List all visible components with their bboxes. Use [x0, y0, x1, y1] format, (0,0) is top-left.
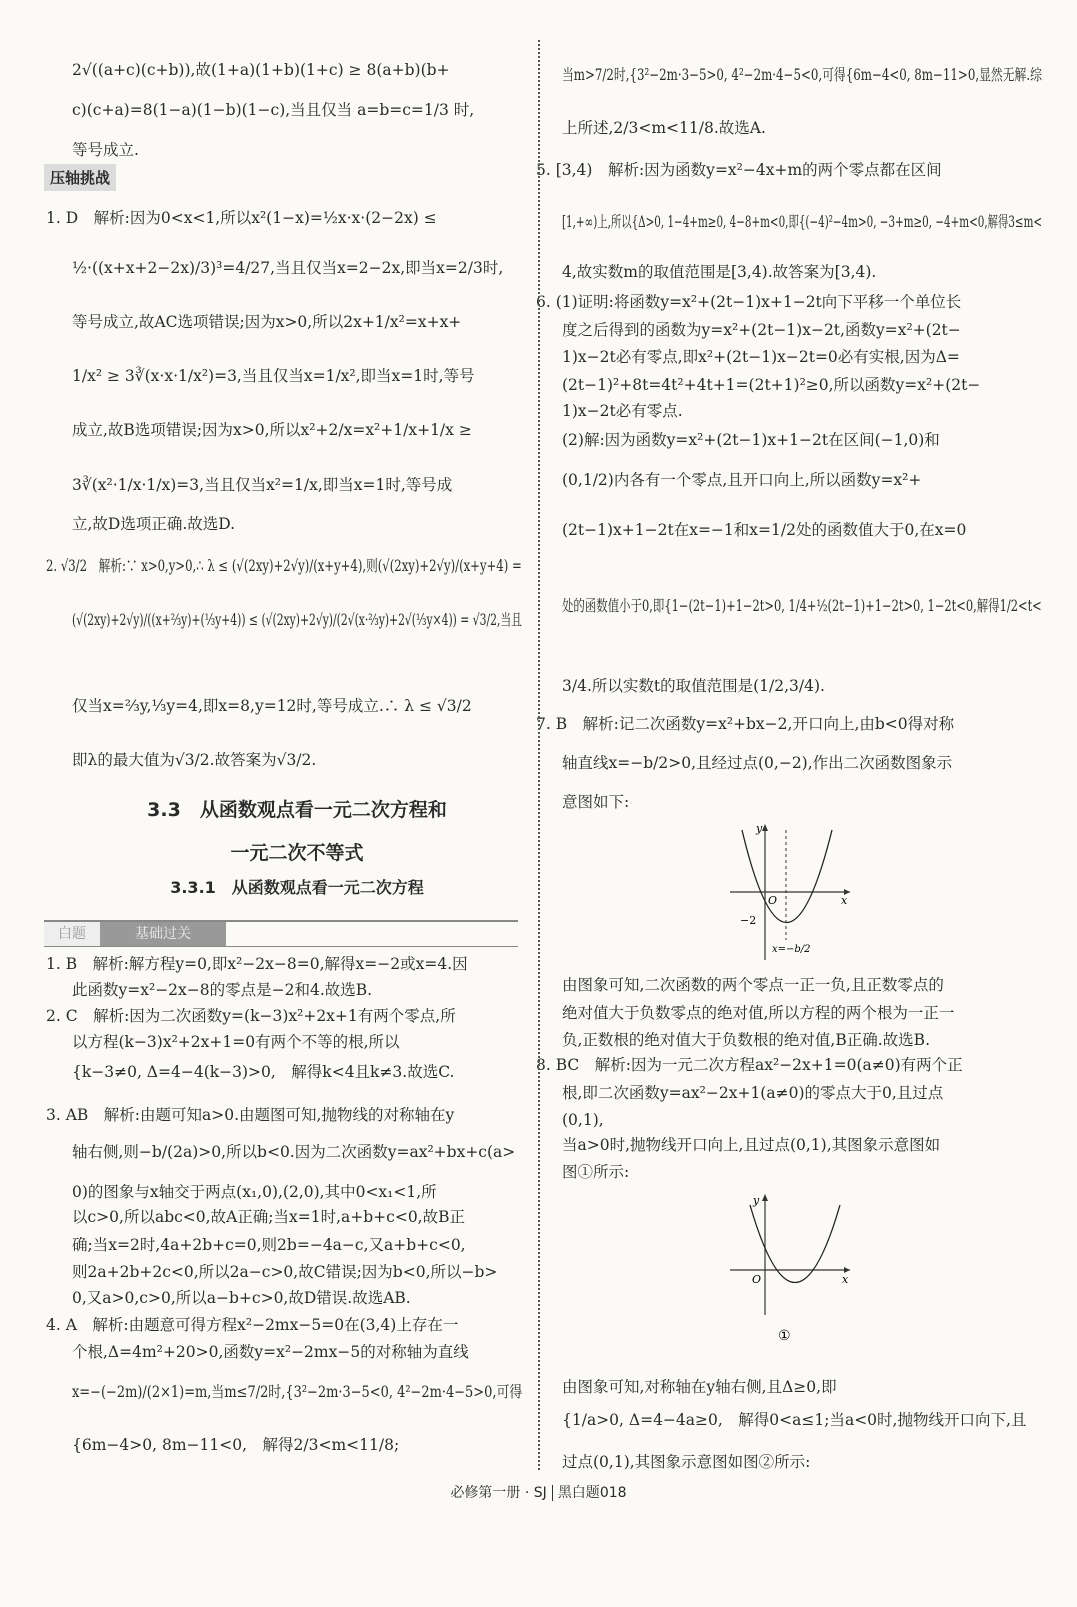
- text-line: 处的函数值小于0,即{1−(2t−1)+1−2t>0, 1/4+½(2t−1)+1−2t>0, 1−2t<0,解得1/2<t<: [562, 597, 1042, 615]
- graph2-x-label: x: [842, 1273, 849, 1286]
- text-line: 由图象可知,二次函数的两个零点一正一负,且正数零点的: [562, 976, 944, 994]
- text-line: 确;当x=2时,4a+2b+c=0,则2b=−4a−c,又a+b+c<0,: [72, 1236, 466, 1254]
- text-line: 以c>0,所以abc<0,故A正确;当x=1时,a+b+c<0,故B正: [72, 1208, 465, 1226]
- graph1-x-label: x: [841, 894, 848, 907]
- text-line: 等号成立.: [72, 141, 139, 159]
- text-line: 以方程(k−3)x²+2x+1=0有两个不等的根,所以: [72, 1033, 400, 1051]
- page-footer: [0, 1484, 1077, 1502]
- text-line: 当m>7/2时,{3²−2m·3−5>0, 4²−2m·4−5<0,可得{6m−4<0, 8m−11>0,显然无解.综: [562, 66, 1042, 84]
- graph-parabola-1: [720, 820, 860, 965]
- text-line: 0)的图象与x轴交于两点(x₁,0),(2,0),其中0<x₁<1,所: [72, 1183, 437, 1201]
- text-line: (2t−1)x+1−2t在x=−1和x=1/2处的函数值大于0,在x=0: [562, 521, 967, 539]
- text-line: 4. A 解析:由题意可得方程x²−2mx−5=0在(3,4)上存在一: [46, 1316, 459, 1334]
- text-line: 上所述,2/3<m<11/8.故选A.: [562, 119, 766, 137]
- footer-series: 黑白题: [557, 1485, 600, 1501]
- footer-book: 必修第一册 · SJ: [450, 1485, 547, 1501]
- text-line: 此函数y=x²−2x−8的零点是−2和4.故选B.: [72, 981, 373, 999]
- text-line: 2. C 解析:因为二次函数y=(k−3)x²+2x+1有两个零点,所: [46, 1007, 456, 1025]
- text-line: 8. BC 解析:因为一元二次方程ax²−2x+1=0(a≠0)有两个正: [536, 1056, 963, 1074]
- text-line: 一元二次不等式: [230, 842, 364, 864]
- text-line: {1/a>0, Δ=4−4a≥0, 解得0<a≤1;当a<0时,抛物线开口向下,且: [562, 1411, 1027, 1429]
- text-line: 等号成立,故AC选项错误;因为x>0,所以2x+1/x²=x+x+: [72, 313, 462, 331]
- text-line: (2)解:因为函数y=x²+(2t−1)x+1−2t在区间(−1,0)和: [562, 431, 940, 449]
- section-badge: 压轴挑战: [44, 164, 116, 191]
- text-line: 即λ的最大值为√3/2.故答案为√3/2.: [72, 751, 317, 769]
- text-line: 立,故D选项正确.故选D.: [72, 515, 236, 533]
- graph2-y-label: y: [753, 1194, 760, 1207]
- graph2-caption: ①: [778, 1328, 791, 1344]
- text-line: 度之后得到的函数为y=x²+(2t−1)x−2t,函数y=x²+(2t−: [562, 321, 961, 339]
- text-line: 5. [3,4) 解析:因为函数y=x²−4x+m的两个零点都在区间: [536, 161, 942, 179]
- text-line: x=−(−2m)/(2×1)=m,当m≤7/2时,{3²−2m·3−5<0, 4²−2m·4−5>0,可得: [72, 1383, 523, 1401]
- text-line: 6. (1)证明:将函数y=x²+(2t−1)x+1−2t向下平移一个单位长: [536, 293, 962, 311]
- text-line: 轴右侧,则−b/(2a)>0,所以b<0.因为二次函数y=ax²+bx+c(a>: [72, 1143, 516, 1161]
- text-line: 当a>0时,抛物线开口向上,且过点(0,1),其图象示意图如: [562, 1136, 941, 1154]
- text-line: (√(2xy)+2√y)/((x+⅔y)+(⅓y+4)) ≤ (√(2xy)+2√y)/(2√(x·⅔y)+2√(⅓y×4)) = √3/2,当且: [72, 611, 522, 629]
- text-line: 过点(0,1),其图象示意图如图②所示:: [562, 1453, 811, 1471]
- text-line: 1. D 解析:因为0<x<1,所以x²(1−x)=½x·x·(2−2x) ≤: [46, 209, 437, 227]
- text-line: 绝对值大于负数零点的绝对值,所以方程的两个根为一正一: [562, 1004, 955, 1022]
- text-line: c)(c+a)=8(1−a)(1−b)(1−c),当且仅当 a=b=c=1/3 时,: [72, 101, 475, 119]
- text-line: ½·((x+x+2−2x)/3)³=4/27,当且仅当x=2−2x,即当x=2/3时,: [72, 259, 504, 277]
- graph1-intercept: −2: [740, 914, 757, 927]
- graph1-y-label: y: [756, 822, 763, 835]
- text-line: 个根,Δ=4m²+20>0,函数y=x²−2mx−5的对称轴为直线: [72, 1343, 469, 1361]
- text-line: 轴直线x=−b/2>0,且经过点(0,−2),作出二次函数图象示: [562, 754, 953, 772]
- text-line: 1. B 解析:解方程y=0,即x²−2x−8=0,解得x=−2或x=4.因: [46, 955, 468, 973]
- text-line: 1)x−2t必有零点.: [562, 402, 683, 420]
- text-line: 负,正数根的绝对值大于负数根的绝对值,B正确.故选B.: [562, 1031, 930, 1049]
- footer-separator: [552, 1485, 553, 1501]
- text-line: 则2a+2b+2c<0,所以2a−c>0,故C错误;因为b<0,所以−b>: [72, 1263, 498, 1281]
- text-line: {6m−4>0, 8m−11<0, 解得2/3<m<11/8;: [72, 1436, 400, 1454]
- column-divider: [538, 40, 540, 1470]
- text-line: 1/x² ≥ 3∛(x·x·1/x²)=3,当且仅当x=1/x²,即当x=1时,等号: [72, 367, 475, 385]
- text-line: (0,1),: [562, 1111, 604, 1129]
- text-line: 3/4.所以实数t的取值范围是(1/2,3/4).: [562, 677, 825, 695]
- graph-parabola-2: [720, 1190, 860, 1345]
- text-line: 根,即二次函数y=ax²−2x+1(a≠0)的零点大于0,且过点: [562, 1084, 944, 1102]
- graph2-origin: O: [752, 1273, 762, 1286]
- text-line: 2√((a+c)(c+b)),故(1+a)(1+b)(1+c) ≥ 8(a+b)(b+: [72, 61, 450, 79]
- text-line: {k−3≠0, Δ=4−4(k−3)>0, 解得k<4且k≠3.故选C.: [72, 1063, 455, 1081]
- text-line: 仅当x=⅔y,⅓y=4,即x=8,y=12时,等号成立.∴ λ ≤ √3/2: [72, 697, 472, 715]
- tab-bar: [44, 920, 518, 947]
- text-line: (2t−1)²+8t=4t²+4t+1=(2t+1)²≥0,所以函数y=x²+(2t−: [562, 376, 981, 394]
- text-line: 4,故实数m的取值范围是[3,4).故答案为[3,4).: [562, 263, 877, 281]
- text-line: 3.3 从函数观点看一元二次方程和: [147, 799, 447, 821]
- tab-baiti: 白题: [44, 922, 100, 946]
- text-line: 2. √3/2 解析:∵ x>0,y>0,∴ λ ≤ (√(2xy)+2√y)/(x+y+4),则(√(2xy)+2√y)/(x+y+4) =: [46, 557, 522, 575]
- text-line: 成立,故B选项错误;因为x>0,所以x²+2/x=x²+1/x+1/x ≥: [72, 421, 472, 439]
- text-line: 1)x−2t必有零点,即x²+(2t−1)x−2t=0必有实根,因为Δ=: [562, 348, 960, 366]
- text-line: 0,又a>0,c>0,所以a−b+c>0,故D错误.故选AB.: [72, 1289, 411, 1307]
- text-line: 3.3.1 从函数观点看一元二次方程: [170, 878, 424, 897]
- text-line: 3. AB 解析:由题可知a>0.由题图可知,抛物线的对称轴在y: [46, 1106, 455, 1124]
- text-line: 7. B 解析:记二次函数y=x²+bx−2,开口向上,由b<0得对称: [536, 715, 955, 733]
- graph1-axis-label: x=−b/2: [772, 944, 811, 955]
- text-line: 意图如下:: [562, 793, 630, 811]
- footer-page-number: 018: [599, 1485, 627, 1501]
- graph1-origin: O: [768, 894, 778, 907]
- text-line: 图①所示:: [562, 1163, 630, 1181]
- tab-jichu-guoguan: 基础过关: [100, 922, 226, 946]
- text-line: [1,+∞)上,所以{Δ>0, 1−4+m≥0, 4−8+m<0,即{(−4)²−4m>0, −3+m≥0, −4+m<0,解得3≤m<: [562, 213, 1043, 231]
- text-line: 3∛(x²·1/x·1/x)=3,当且仅当x²=1/x,即当x=1时,等号成: [72, 476, 453, 494]
- text-line: 由图象可知,对称轴在y轴右侧,且Δ≥0,即: [562, 1378, 837, 1396]
- text-line: (0,1/2)内各有一个零点,且开口向上,所以函数y=x²+: [562, 471, 922, 489]
